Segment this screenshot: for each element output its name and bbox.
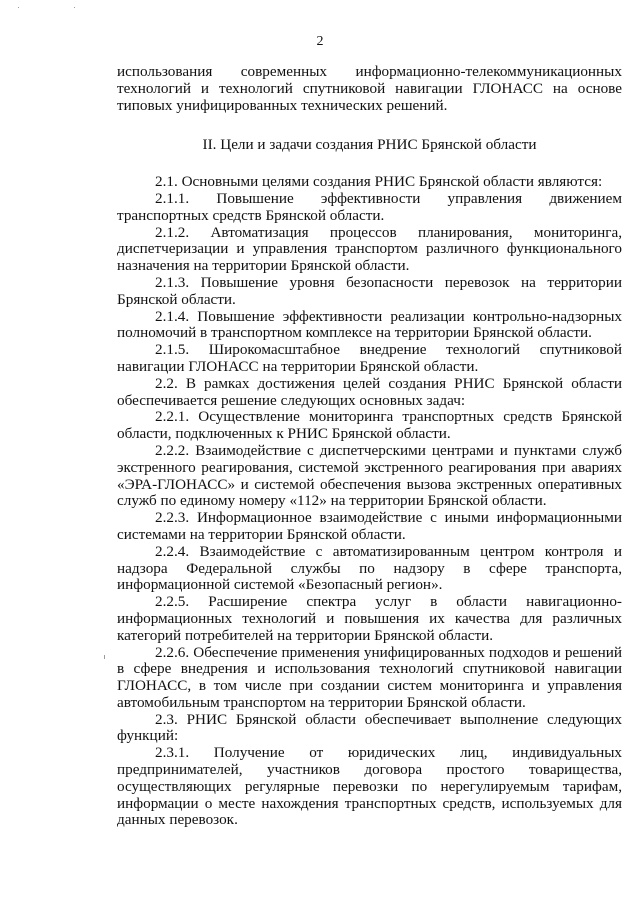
scan-speck xyxy=(104,655,105,659)
page-number: 2 xyxy=(316,34,324,49)
paragraph-2-1-2: 2.1.2. Автоматизация процессов планирования, мониторинга, диспетчеризации и управления транспортом различного функционального назначения на территории Брянской области. xyxy=(117,223,622,275)
paragraph-2-2-6: 2.2.6. Обеспечение применения унифицированных подходов и решений в сфере внедрения и использования технологий спутниковой навигации ГЛОНАСС, в том числе при создании систем мониторинга и управления автомобильным транспортом на территории Брянской области. xyxy=(117,643,622,711)
paragraph-2-1-4: 2.1.4. Повышение эффективности реализации контрольно-надзорных полномочий в транспортном комплексе на территории Брянской области. xyxy=(117,307,622,342)
scan-speck xyxy=(74,7,75,8)
paragraph-2-2-4: 2.2.4. Взаимодействие с автоматизированным центром контроля и надзора Федеральной службы по надзору в сфере транспорта, информационной системой «Безопасный регион». xyxy=(117,542,622,594)
paragraph-2-2-2: 2.2.2. Взаимодействие с диспетчерскими центрами и пунктами служб экстренного реагирования, системой экстренного реагирования при авариях «ЭРА-ГЛОНАСС» и системой обеспечения вызова экстренных оперативных служб по единому номеру «112» на территории Брянской области. xyxy=(117,441,622,510)
paragraph-2-2-1: 2.2.1. Осуществление мониторинга транспортных средств Брянской области, подключенных к РНИС Брянской области. xyxy=(117,408,622,443)
paragraph-2-1-5: 2.1.5. Широкомасштабное внедрение технологий спутниковой навигации ГЛОНАСС на территории Брянской области. xyxy=(117,341,622,375)
document-body xyxy=(117,64,622,829)
paragraph-2-3-1: 2.3.1. Получение от юридических лиц, индивидуальных предпринимателей, участников договора простого товарищества, осуществляющих регулярные перевозки по нерегулируемым тарифам, информации о месте нахождения транспортных средств, используемых для данных перевозок. xyxy=(117,744,622,829)
paragraph-2-2-3: 2.2.3. Информационное взаимодействие с иными информационными системами на территории Брянской области. xyxy=(117,509,622,543)
paragraph-2-1-3: 2.1.3. Повышение уровня безопасности перевозок на территории Брянской области. xyxy=(117,273,622,308)
paragraph-2-2: 2.2. В рамках достижения целей создания РНИС Брянской области обеспечивается решение следующих основных задач: xyxy=(117,374,622,409)
paragraph-2-2-5: 2.2.5. Расширение спектра услуг в области навигационно-информационных технологий и повышения их качества для различных категорий потребителей на территории Брянской области. xyxy=(117,593,622,644)
paragraph-2-3: 2.3. РНИС Брянской области обеспечивает выполнение следующих функций: xyxy=(117,710,622,745)
intro-paragraph: использования современных информационно-телекоммуникационных технологий и технологий спутниковой навигации ГЛОНАСС на основе типовых унифицированных технических решений. xyxy=(117,63,622,114)
scan-speck xyxy=(18,7,19,8)
paragraph-2-1-1: 2.1.1. Повышение эффективности управления движением транспортных средств Брянской области. xyxy=(117,189,622,224)
section-heading: II. Цели и задачи создания РНИС Брянской области xyxy=(202,136,537,154)
paragraph-2-1: 2.1. Основными целями создания РНИС Брянской области являются: xyxy=(155,173,603,191)
